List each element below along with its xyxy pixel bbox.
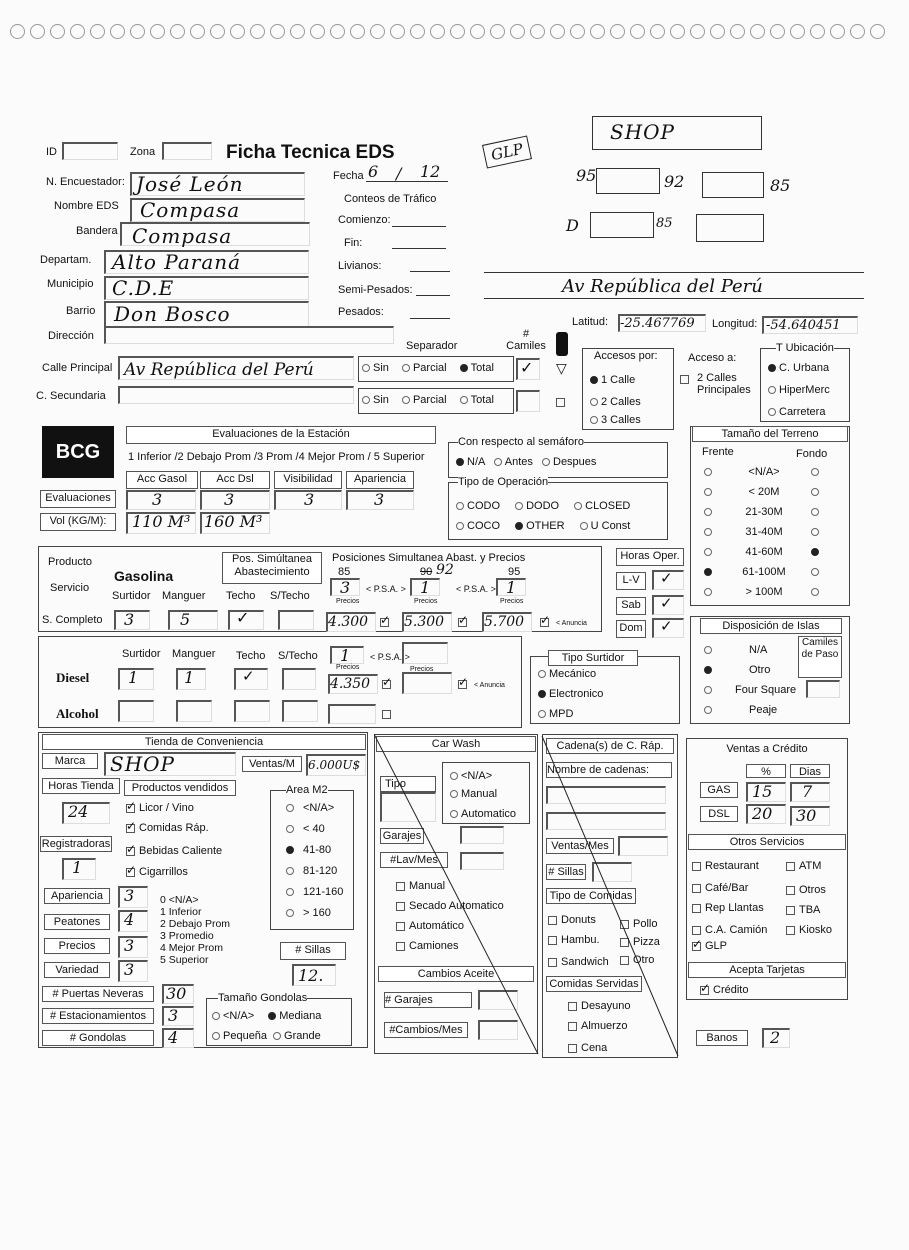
licor-check[interactable]: [126, 804, 135, 813]
gondola-mediana-radio[interactable]: [268, 1012, 276, 1020]
eval-apariencia: 3: [374, 490, 385, 509]
terreno-row-label: 41-60M: [745, 546, 783, 558]
fondo-radio[interactable]: [811, 568, 819, 576]
strike-lines: [374, 734, 680, 1058]
latitud-label: Latitud:: [572, 316, 609, 328]
area-radio[interactable]: [286, 909, 294, 917]
camiles-secundaria-field[interactable]: [516, 390, 540, 412]
gas-manguer: 5: [180, 610, 191, 629]
variedad-label: Variedad: [44, 962, 110, 978]
terreno-row-label: <N/A>: [748, 466, 780, 478]
banos-label: Banos: [696, 1030, 748, 1046]
pump-85b: 85: [656, 216, 673, 231]
psa-label: < P.S.A. >: [366, 584, 406, 594]
sep2-parcial-radio[interactable]: [402, 396, 410, 404]
traffic-light-icon: [556, 332, 568, 356]
credito-check[interactable]: [700, 986, 709, 995]
precio-85-check[interactable]: [380, 618, 389, 627]
gondola-pequena-radio[interactable]: [212, 1032, 220, 1040]
longitud-value: -54.640451: [766, 318, 841, 333]
carretera-radio[interactable]: [768, 408, 776, 416]
eval-acc-dsl: 3: [224, 490, 235, 509]
calle-principal-value: Av República del Perú: [124, 360, 314, 380]
horas-tienda-label: Horas Tienda: [42, 778, 120, 794]
precio-92-check[interactable]: [458, 618, 467, 627]
bebidas-check[interactable]: [126, 847, 135, 856]
sillas-label: # Sillas: [280, 942, 346, 960]
dsl-stecho-check[interactable]: [282, 668, 316, 690]
precios-label: Precios: [336, 664, 360, 671]
area-row: [286, 802, 334, 814]
credito-title: Ventas a Crédito: [726, 743, 808, 755]
credito-pct-label: %: [746, 764, 786, 778]
pump-island: [590, 212, 654, 238]
dsl-precio: 4.350: [330, 676, 371, 692]
precios-label: Precios: [410, 666, 434, 673]
camiles-secundaria-check[interactable]: [556, 398, 565, 407]
sillas-value: 12.: [298, 966, 324, 985]
marca-label: Marca: [42, 753, 98, 769]
eval-visibilidad: 3: [304, 490, 315, 509]
gondola-na-radio[interactable]: [212, 1012, 220, 1020]
terreno-row: [704, 526, 822, 538]
terreno-row-label: 61-100M: [742, 566, 786, 578]
semaforo-despues-radio[interactable]: [542, 458, 550, 466]
marca-value: SHOP: [110, 752, 175, 776]
ubicacion-title: T Ubicación: [776, 342, 834, 354]
sep2-sin-radio[interactable]: [362, 396, 370, 404]
nombre-label: Nombre EDS: [54, 200, 119, 212]
horas-oper-title: Horas Oper.: [616, 548, 684, 566]
terreno-row: [704, 466, 822, 478]
otros-check[interactable]: [786, 886, 795, 895]
cadena-tipo-label: Tipo de Comidas: [546, 888, 636, 904]
pesados-label: Pesados:: [338, 306, 384, 318]
terreno-row: [704, 546, 822, 558]
principales-label: 2 Calles Principales: [697, 372, 751, 396]
encuestador-value: José León: [136, 172, 244, 196]
gas-stecho-check[interactable]: [278, 610, 314, 630]
terreno-row: [704, 486, 822, 498]
acceso-3-radio[interactable]: [590, 416, 598, 424]
terreno-row-label: > 100M: [745, 586, 783, 598]
alc-precio-field[interactable]: [328, 704, 376, 724]
precios-label: Precios: [336, 598, 360, 605]
servicio-label: Servicio: [50, 582, 90, 594]
col-apariencia: Apariencia: [346, 471, 414, 489]
cadena-nombre-label: Nombre de cadenas:: [546, 762, 672, 778]
area-label: 81-120: [303, 865, 338, 877]
acceso-1-radio[interactable]: [590, 376, 598, 384]
pump-island: [696, 214, 764, 242]
peatones-label: Peatones: [44, 914, 110, 930]
sep-parcial-radio[interactable]: [402, 364, 410, 372]
vol-dsl: 160 M³: [204, 512, 263, 531]
sep-sin-radio[interactable]: [362, 364, 370, 372]
semaforo-antes-radio[interactable]: [494, 458, 502, 466]
dsl-precio-2-check[interactable]: [458, 680, 467, 689]
separador-label: Separador: [406, 340, 458, 352]
tarjetas-title: Acepta Tarjetas: [688, 962, 846, 978]
area-row: [286, 823, 325, 835]
direccion-label: Dirección: [48, 330, 94, 342]
principales-check[interactable]: [680, 375, 689, 384]
eval-acc-gasol: 3: [152, 490, 163, 509]
gondolas-label: # Gondolas: [42, 1030, 154, 1046]
islas-camiles-field[interactable]: [806, 680, 840, 698]
sep2-total-radio[interactable]: [460, 396, 468, 404]
barrio-label: Barrio: [66, 305, 96, 317]
variedad-value: 3: [124, 960, 135, 979]
area-radio[interactable]: [286, 804, 294, 812]
evaluaciones-title: Evaluaciones de la Estación: [126, 426, 436, 444]
techo-label: Techo: [236, 650, 266, 662]
atm-check[interactable]: [786, 862, 795, 871]
bandera-label: Bandera: [76, 225, 118, 237]
gondolas-size-title: Tamaño Gondolas: [218, 992, 308, 1004]
acceso-2-radio[interactable]: [590, 398, 598, 406]
municipio-label: Municipio: [47, 278, 94, 290]
semaforo-na-radio[interactable]: [456, 458, 464, 466]
apariencia-value: 3: [124, 886, 135, 905]
nombre-value: Compasa: [140, 198, 241, 222]
credito-gas-pct: 15: [752, 782, 773, 801]
glp-check[interactable]: [692, 942, 701, 951]
operacion-title: Tipo de Operación: [458, 476, 549, 488]
camion-check[interactable]: [692, 926, 701, 935]
comienzo-label: Comienzo:: [338, 214, 391, 226]
street-sketch-label: Av República del Perú: [562, 276, 763, 297]
tienda-scale: 0 <N/A> 1 Inferior 2 Debajo Prom 3 Promedio 4 Mejor Prom 5 Superior: [160, 894, 231, 966]
otros-servicios-title: Otros Servicios: [688, 834, 846, 850]
area-row: [286, 907, 331, 919]
gondolas-value: 4: [168, 1028, 179, 1047]
credito-dsl-dias: 30: [796, 806, 817, 825]
credito-dsl-label: DSL: [700, 806, 738, 822]
pump-95: 95: [576, 166, 597, 185]
fondo-radio[interactable]: [811, 508, 819, 516]
municipio-value: C.D.E: [112, 276, 175, 300]
mpd-radio[interactable]: [538, 710, 546, 718]
terreno-row-label: 31-40M: [745, 526, 783, 538]
gas-manguer-field[interactable]: [168, 610, 218, 630]
gas-surtidor: 3: [124, 610, 135, 629]
ventas-label: Ventas/M: [242, 756, 302, 772]
spiral-binding: [10, 24, 890, 42]
alc-precio-check[interactable]: [382, 710, 391, 719]
page-title: Ficha Tecnica EDS: [226, 142, 395, 163]
cadena-sillas-label: # Sillas: [546, 864, 586, 880]
area-radio[interactable]: [286, 867, 294, 875]
bandera-value: Compasa: [132, 224, 233, 248]
tienda-title: Tienda de Conveniencia: [42, 734, 366, 750]
peatones-value: 4: [124, 910, 135, 929]
fondo-radio[interactable]: [811, 468, 819, 476]
area-radio[interactable]: [286, 825, 294, 833]
alc-surtidor-field[interactable]: [118, 700, 154, 722]
dsl-precio-2-field[interactable]: [402, 672, 452, 694]
col-visibilidad: Visibilidad: [274, 471, 342, 489]
islas-otro-radio[interactable]: [704, 666, 712, 674]
producto-label: Producto: [48, 556, 93, 568]
semi-label: Semi-Pesados:: [338, 284, 413, 296]
horas-tienda-value: 24: [68, 802, 89, 821]
latitud-value: -25.467769: [620, 316, 695, 331]
fecha-day: 6: [368, 162, 379, 181]
estac-value: 3: [168, 1006, 179, 1025]
anuncia-label: < Anuncia: [474, 682, 505, 689]
ventas-value: 6.000U$: [308, 758, 361, 772]
coco-radio[interactable]: [456, 522, 464, 530]
tba-check[interactable]: [786, 906, 795, 915]
cadena-ventas-label: Ventas/Mes: [546, 838, 614, 854]
islas-camiles-label: Camiles de Paso: [798, 636, 842, 678]
comidas-check[interactable]: [126, 824, 135, 833]
credito-gas-label: GAS: [700, 782, 738, 798]
pos-sim-title: Pos. Simúltanea Abastecimiento: [222, 552, 322, 584]
zona-field[interactable]: [162, 142, 212, 160]
dodo-radio[interactable]: [515, 502, 523, 510]
estac-label: # Estacionamientos: [42, 1008, 154, 1024]
dsl-pos-2-field[interactable]: [402, 642, 448, 664]
terreno-row-label: 21-30M: [745, 506, 783, 518]
codo-radio[interactable]: [456, 502, 464, 510]
cafe-check[interactable]: [692, 884, 701, 893]
islas-na-radio[interactable]: [704, 646, 712, 654]
psa-label: < P.S.A. >: [370, 652, 410, 662]
precio-85: 4.300: [328, 614, 369, 630]
traffic-title: Conteos de Tráfico: [344, 193, 437, 205]
credito-dias-label: Dias: [790, 764, 830, 778]
area-label: < 40: [303, 823, 325, 835]
s-techo-label: S/Techo: [270, 590, 310, 602]
credito-gas-dias: 7: [802, 782, 813, 801]
carwash-tipo-label: Tipo: [380, 776, 436, 792]
col-acc-gasol: Acc Gasol: [126, 471, 198, 489]
pump-d: D: [566, 216, 579, 235]
surtidor-label: Surtidor: [112, 590, 151, 602]
frente-radio[interactable]: [704, 548, 712, 556]
alcohol-label: Alcohol: [56, 706, 99, 721]
precio-95-check[interactable]: [540, 618, 549, 627]
semaforo-title: Con respecto al semáforo: [458, 436, 584, 448]
frente-radio[interactable]: [704, 468, 712, 476]
islas-peaje-radio[interactable]: [704, 706, 712, 714]
cambios-title: Cambios Aceite: [378, 966, 534, 982]
servidas-label: Comidas Servidas: [546, 976, 642, 992]
credito-dsl-pct: 20: [752, 804, 773, 823]
horas-dom-label: Dom: [616, 620, 646, 638]
area-radio[interactable]: [286, 888, 294, 896]
carwash-title: Car Wash: [376, 736, 536, 752]
pos-85: 3: [340, 578, 351, 597]
islas-four-radio[interactable]: [704, 686, 712, 694]
precios-tienda-value: 3: [124, 936, 135, 955]
barrio-value: Don Bosco: [114, 302, 231, 326]
alc-manguer-field[interactable]: [176, 700, 212, 722]
oct-strike: 90: [420, 566, 433, 578]
horas-sab-label: Sab: [616, 597, 646, 615]
frente-radio[interactable]: [704, 508, 712, 516]
cadena-title: Cadena(s) de C. Ráp.: [546, 738, 674, 754]
fecha-label: Fecha: [333, 170, 364, 182]
hipermerc-radio[interactable]: [768, 386, 776, 394]
precio-95: 5.700: [484, 614, 525, 630]
surtidor-label: Surtidor: [122, 648, 161, 660]
pos-92: 1: [420, 578, 431, 597]
kiosko-check[interactable]: [786, 926, 795, 935]
psa-label: < P.S.A. >: [456, 584, 496, 594]
fin-label: Fin:: [344, 237, 363, 249]
col-acc-dsl: Acc Dsl: [200, 471, 270, 489]
electronico-radio[interactable]: [538, 690, 546, 698]
eval-acc-dsl-field[interactable]: [200, 490, 270, 510]
productos-label: Productos vendidos: [124, 780, 236, 796]
area-row: [286, 865, 337, 877]
evaluaciones-scale: 1 Inferior /2 Debajo Prom /3 Prom /4 Mejor Prom / 5 Superior: [128, 451, 425, 463]
manguer-label: Manguer: [162, 590, 206, 602]
departam-value: Alto Paraná: [112, 250, 242, 274]
dsl-pos: 1: [340, 646, 351, 665]
calle-principal-label: Calle Principal: [42, 362, 113, 374]
id-label: ID: [46, 146, 57, 158]
dsl-precio-check[interactable]: [382, 680, 391, 689]
horas-lv-label: L-V: [616, 572, 646, 590]
dsl-surtidor: 1: [128, 668, 139, 687]
terreno-row: [704, 586, 822, 598]
s-completo-label: S. Completo: [42, 614, 103, 626]
pump-island: [596, 168, 660, 194]
frente-radio[interactable]: [704, 488, 712, 496]
registradoras-label: Registradoras: [41, 838, 111, 850]
livianos-label: Livianos:: [338, 260, 382, 272]
fecha-month: 12: [420, 162, 441, 181]
pos-title: Posiciones Simultanea Abast. y Precios: [332, 552, 526, 564]
precios-label: Precios: [500, 598, 524, 605]
alc-stecho-field[interactable]: [282, 700, 318, 722]
area-row: [286, 844, 331, 856]
banos-value: 2: [770, 1028, 781, 1047]
oct-85: 85: [338, 566, 351, 578]
islas-title: Disposición de Islas: [700, 618, 842, 634]
other-radio[interactable]: [515, 522, 523, 530]
frente-radio[interactable]: [704, 568, 712, 576]
acceso-a-label: Acceso a:: [688, 352, 737, 364]
frente-label: Frente: [702, 446, 734, 458]
area-label: 41-80: [303, 844, 332, 856]
fondo-radio[interactable]: [811, 548, 819, 556]
urbana-radio[interactable]: [768, 364, 776, 372]
area-radio[interactable]: [286, 846, 294, 854]
calle-secundaria-label: C. Secundaria: [36, 390, 106, 402]
pos-95: 1: [506, 578, 517, 597]
precios-label: Precios: [414, 598, 438, 605]
terreno-title: Tamaño del Terreno: [692, 426, 848, 442]
diesel-label: Diesel: [56, 670, 90, 685]
fondo-radio[interactable]: [811, 588, 819, 596]
frente-radio[interactable]: [704, 528, 712, 536]
zona-label: Zona: [130, 146, 156, 158]
bcg-logo: BCG: [42, 426, 114, 478]
gondola-grande-radio[interactable]: [273, 1032, 281, 1040]
fondo-radio[interactable]: [811, 528, 819, 536]
cambios-mes-label: #Cambios/Mes: [384, 1022, 468, 1038]
accesos-title: Accesos por:: [594, 350, 658, 362]
s-techo-label: S/Techo: [278, 650, 318, 662]
cigarrillos-check[interactable]: [126, 868, 135, 877]
terreno-row: [704, 566, 822, 578]
area-label: > 160: [303, 907, 331, 919]
puertas-value: 30: [166, 984, 187, 1003]
mecanico-radio[interactable]: [538, 670, 546, 678]
techo-label: Techo: [226, 590, 256, 602]
area-label: <N/A>: [303, 802, 335, 814]
area-title: Area M2: [286, 784, 328, 796]
departam-label: Departam.: [40, 254, 92, 266]
cw-lav-label: #Lav/Mes: [380, 852, 448, 868]
cambios-garajes-label: # Garajes: [384, 992, 472, 1008]
oct-92: 92: [436, 562, 454, 578]
precio-92: 5.300: [404, 614, 445, 630]
llantas-check[interactable]: [692, 904, 701, 913]
vol-label: Vol (KG/M):: [40, 513, 116, 531]
calle-secundaria-field[interactable]: [118, 386, 354, 404]
tipo-surtidor-title: Tipo Surtidor: [548, 650, 638, 666]
terreno-row-label: < 20M: [748, 486, 780, 498]
frente-radio[interactable]: [704, 588, 712, 596]
terreno-row: [704, 506, 822, 518]
vol-gas: 110 M³: [132, 512, 191, 531]
closed-radio[interactable]: [574, 502, 582, 510]
manguer-label: Manguer: [172, 648, 216, 660]
uconst-radio[interactable]: [580, 522, 588, 530]
area-label: 121-160: [303, 886, 344, 898]
dsl-manguer: 1: [184, 668, 195, 687]
registradoras-value: 1: [72, 858, 83, 877]
anuncia-label: < Anuncia: [556, 620, 587, 627]
direccion-field[interactable]: [104, 326, 394, 344]
camiles-label: # Camiles: [506, 328, 546, 352]
restaurant-check[interactable]: [692, 862, 701, 871]
apariencia-label: Apariencia: [44, 888, 110, 904]
area-row: [286, 886, 343, 898]
fondo-radio[interactable]: [811, 488, 819, 496]
cw-garajes-label: Garajes: [380, 828, 424, 844]
sep-total-radio[interactable]: [460, 364, 468, 372]
gasolina-label: Gasolina: [114, 568, 174, 584]
id-field[interactable]: [62, 142, 118, 160]
fondo-label: Fondo: [796, 448, 828, 460]
pump-island: [702, 172, 764, 198]
pump-92: 92: [664, 172, 685, 191]
evaluaciones-label: Evaluaciones: [40, 490, 116, 508]
longitud-label: Longitud:: [712, 318, 758, 330]
shop-sketch-label: SHOP: [610, 120, 675, 144]
alc-techo-field[interactable]: [234, 700, 270, 722]
puertas-label: # Puertas Neveras: [42, 986, 154, 1002]
oct-95: 95: [508, 566, 521, 578]
glp-sketch: GLP: [482, 135, 532, 168]
precios-tienda-label: Precios: [44, 938, 110, 954]
pump-85: 85: [770, 176, 791, 195]
encuestador-label: N. Encuestador:: [46, 176, 125, 188]
